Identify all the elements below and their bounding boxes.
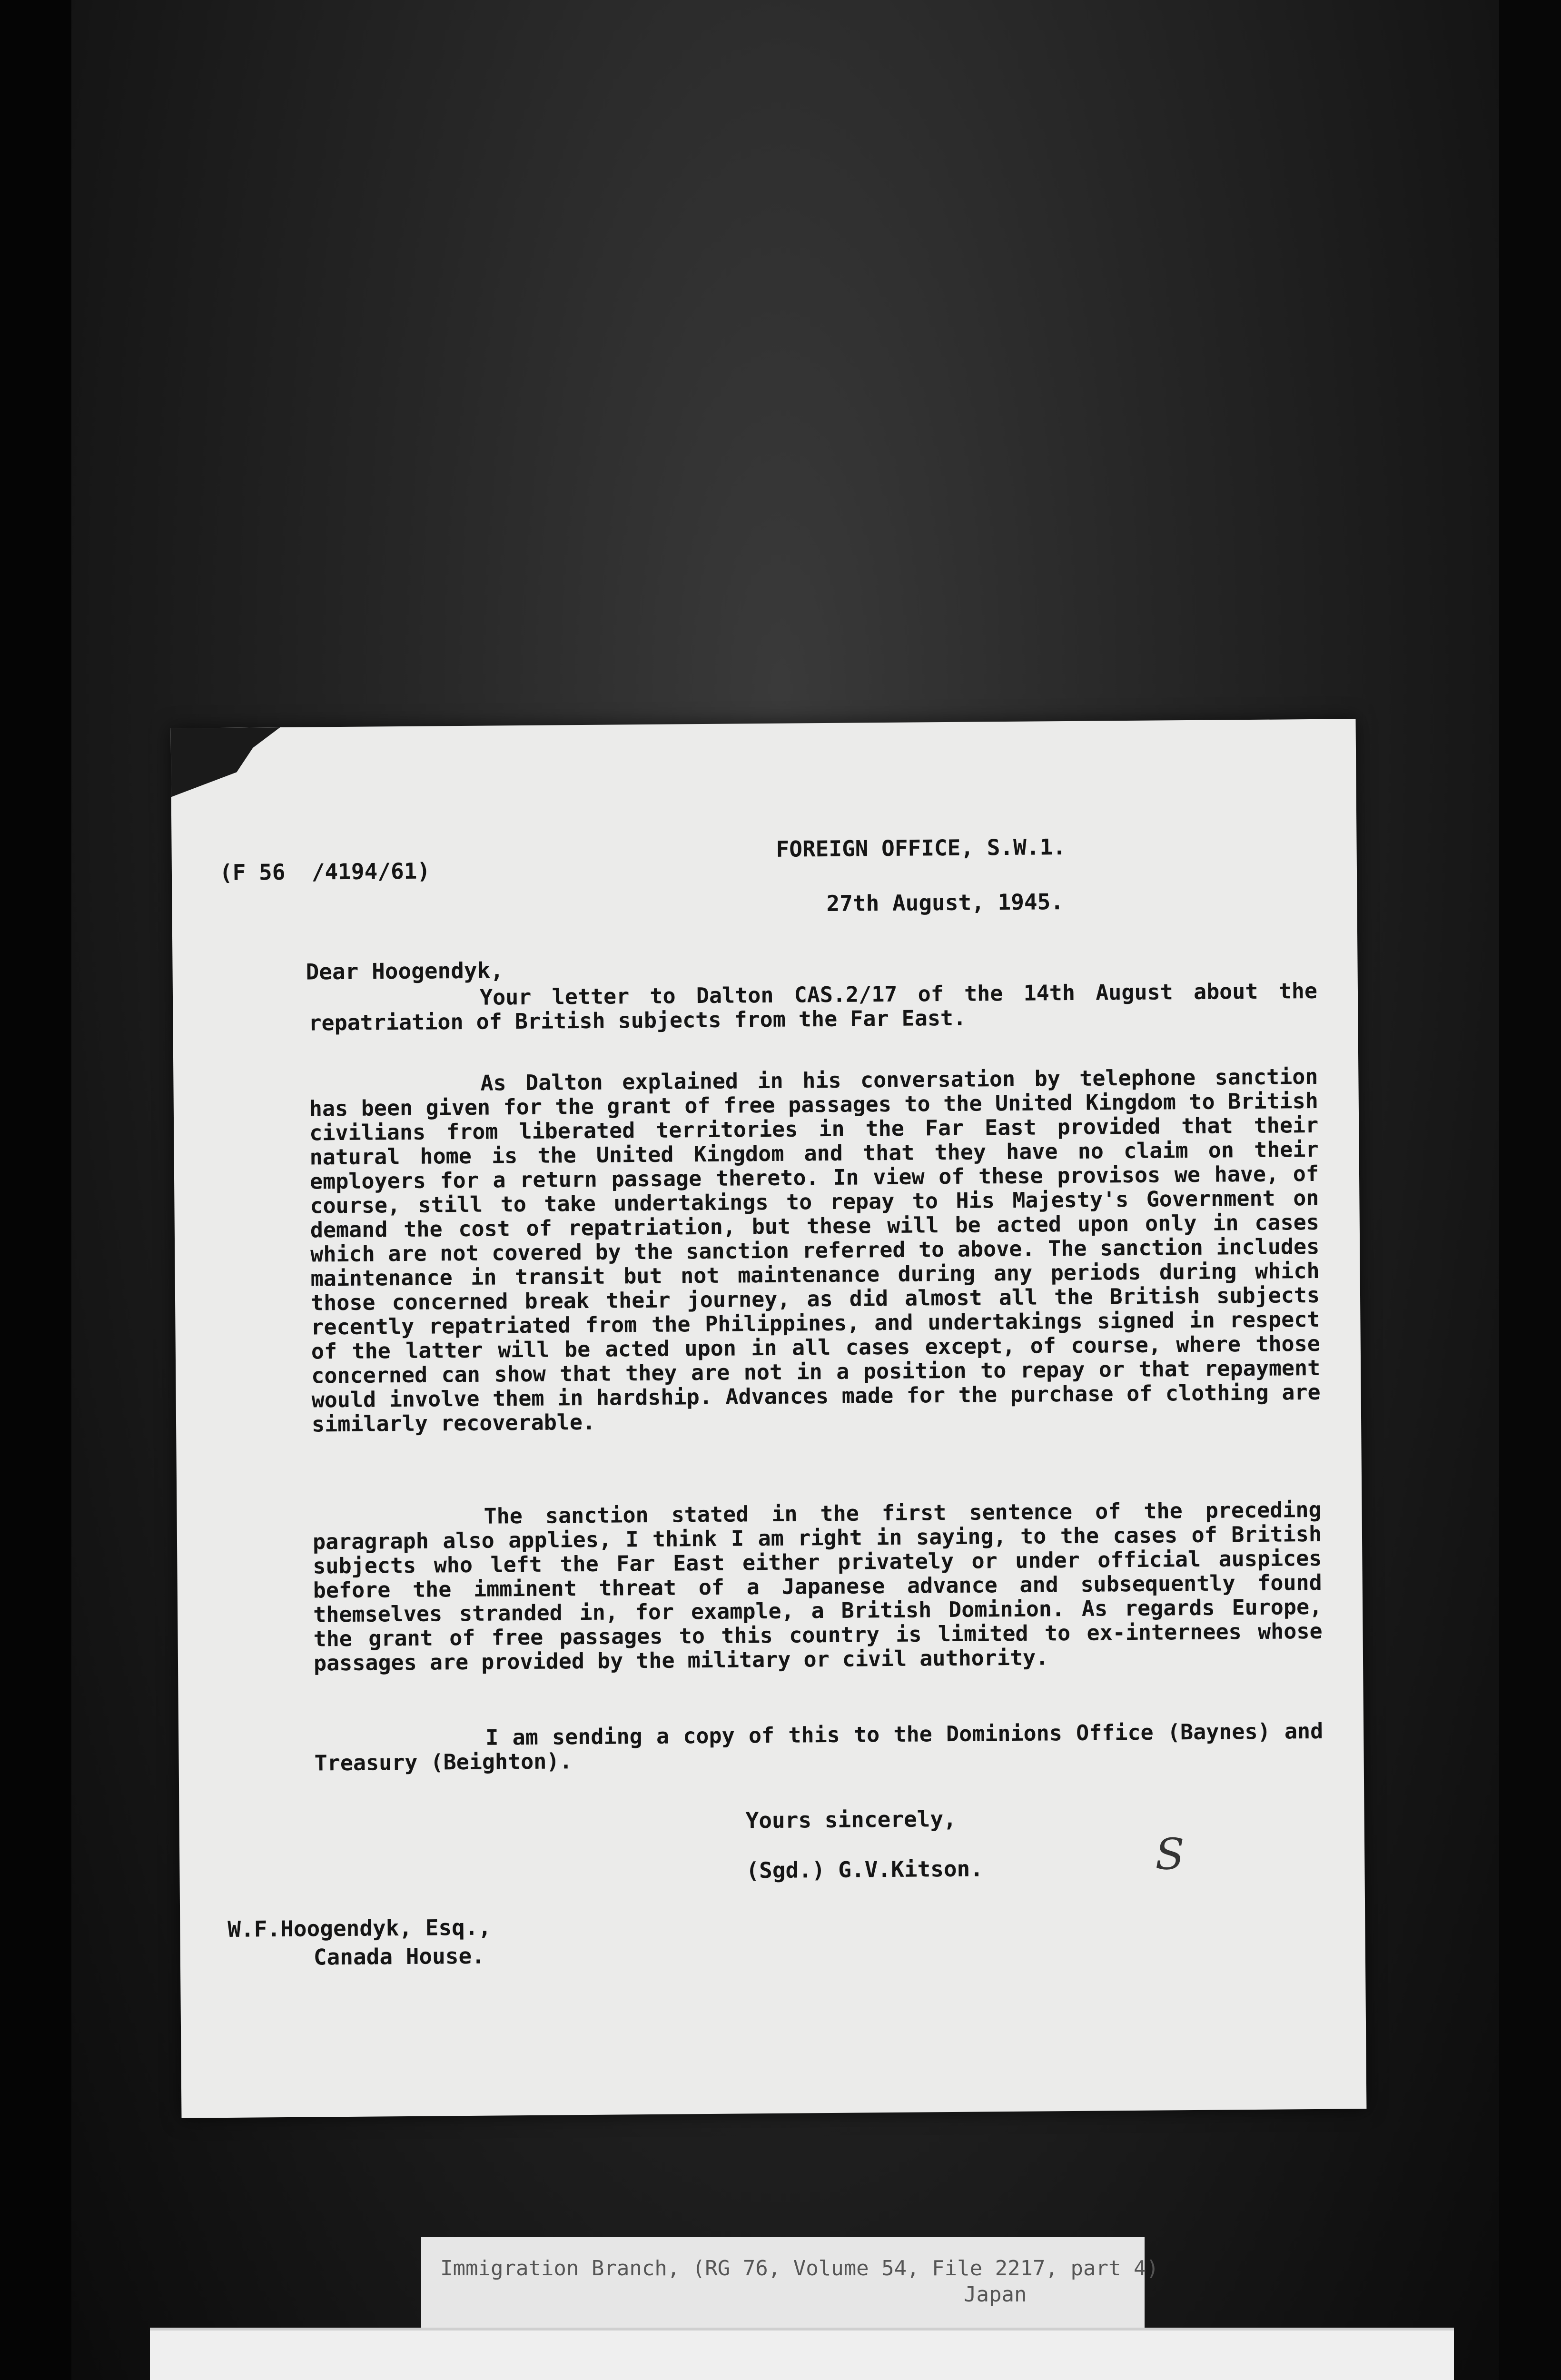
- paragraph-2: As Dalton explained in his conversation by telephone sanction has been given for the grant of free passages to the United Kingdom to British civilians from liberated territories in the Far East provided that their natural home is the United Kingdom and that they have no claim on their employers for a return passage thereto. In view of these provisos we have, of course, still to take undertakings to repay to His Majesty's Government on demand the cost of repatriation, but these will be acted upon only in cases which are not covered by the sanction referred to above. The sanction includes maintenance in transit but not maintenance during any periods during which those concerned break their journey, as did almost all the British subjects recently repatriated from the Philippines, and undertakings signed in respect of the latter will be acted upon in all cases except, of course, where those concerned can show that they are not in a position to repay or that repayment would involve them in hardship. Advances made for the purchase of clothing are similarly recoverable.: [309, 1063, 1321, 1437]
- file-reference: (F 56 /4194/61): [219, 858, 431, 886]
- paragraph-3: The sanction stated in the first sentence of the preceding paragraph also applies, I think I am right in saying, to the cases of British subjects who left the Far East either privately or under official auspices before the imminent threat of a Japanese advance and subsequently found themselves stranded in, for example, a British Dominion. As regards Europe, the grant of free passages to this country is limited to ex-internees whose passages are provided by the military or civil authority.: [312, 1497, 1323, 1676]
- addressee-name: W.F.Hoogendyk, Esq.,: [227, 1914, 492, 1942]
- sender-office: FOREIGN OFFICE, S.W.1.: [776, 834, 1067, 862]
- addressee-place: Canada House.: [313, 1943, 485, 1970]
- archive-reference-subject: Japan: [964, 2282, 1027, 2307]
- closing: Yours sincerely,: [745, 1805, 957, 1834]
- archive-reference-line: Immigration Branch, (RG 76, Volume 54, File 2217, part 4): [440, 2256, 1159, 2281]
- letter-page: [171, 719, 1367, 2118]
- letter-date: 27th August, 1945.: [826, 889, 1064, 917]
- handwritten-initial: S: [1155, 1829, 1185, 1880]
- film-edge-left: [0, 0, 71, 2380]
- archives-stamp: [150, 2328, 1454, 2380]
- paragraph-4: I am sending a copy of this to the Dominions Office (Baynes) and Treasury (Beighton).: [314, 1718, 1324, 1776]
- torn-corner: [171, 727, 281, 809]
- signature: (Sgd.) G.V.Kitson.: [746, 1855, 984, 1884]
- paragraph-1: Your letter to Dalton CAS.2/17 of the 14th August about the repatriation of British subjects from the Far East.: [308, 978, 1318, 1036]
- film-edge-right: [1499, 0, 1561, 2380]
- salutation: Dear Hoogendyk,: [306, 957, 504, 985]
